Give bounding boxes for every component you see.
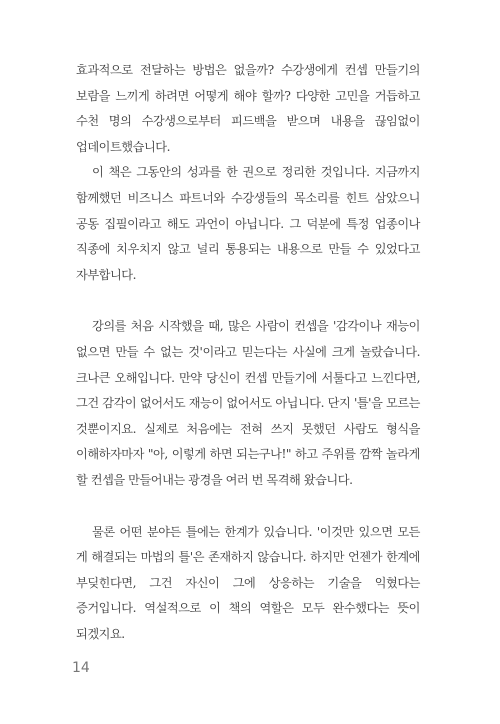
paragraph: 이 책은 그동안의 성과를 한 권으로 정리한 것입니다. 지금까지 함께했던 비즈니스 파트너와 수강생들의 목소리를 힌트 삼았으니 공동 집필이라고 해도 과언이 아닙니다. 그 덕분에 특정 업종이나 직종에 치우치지 않고 널리 통용되는 내용으로 만들 수 있었다고 자부합니다. (76, 165, 420, 282)
paragraph: 효과적으로 전달하는 방법은 없을까? 수강생에게 컨셉 만들기의 보람을 느끼게 하려면 어떻게 해야 할까? 다양한 고민을 거듭하고 수천 명의 수강생으로부터 피드백을 받으며 내용을 끊임없이 업데이트했습니다. (76, 63, 420, 154)
paragraph-gap (76, 288, 420, 314)
paragraph-gap (76, 494, 420, 520)
page-number: 14 (72, 660, 90, 676)
paragraph: 물론 어떤 분야든 틀에는 한계가 있습니다. '이것만 있으면 모든 게 해결되는 마법의 틀'은 존재하지 않습니다. 하지만 언젠가 한계에 부딪힌다면, 그건 자신이 그에 상응하는 기술을 익혔다는 증거입니다. 역설적으로 이 책의 역할은 모두 완수했다는 뜻이 되겠지요. (76, 524, 420, 641)
paragraph: 강의를 처음 시작했을 때, 많은 사람이 컨셉을 '감각이나 재능이 없으면 만들 수 없는 것'이라고 믿는다는 사실에 크게 놀랐습니다. 크나큰 오해입니다. 만약 당신이 컨셉 만들기에 서툴다고 느낀다면, 그건 감각이 없어서도 재능이 없어서도 아닙니다. 단지 '틀'을 모르는 것뿐이지요. 실제로 처음에는 전혀 쓰지 못했던 사람도 형식을 이해하자마자 "아, 이렇게 하면 되는구나!" 하고 주위를 깜짝 놀라게 할 컨셉을 만들어내는 광경을 여러 번 목격해 왔습니다. (76, 319, 420, 487)
page-body (76, 58, 420, 647)
